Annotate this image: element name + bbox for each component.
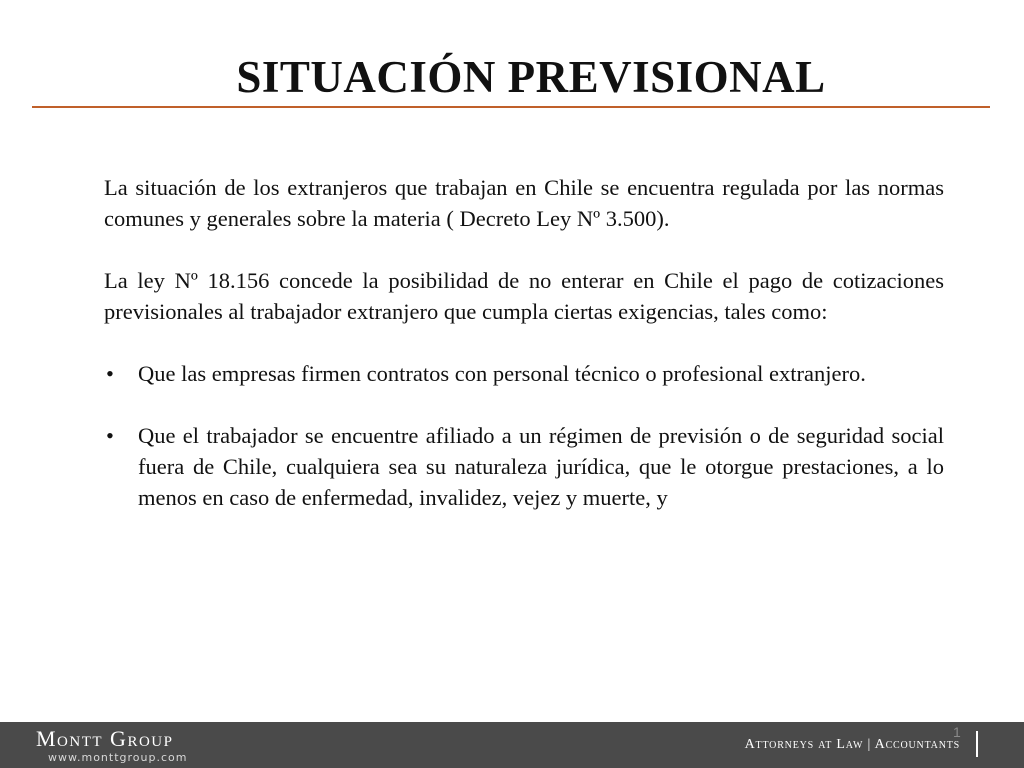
title-divider [32, 106, 990, 108]
paragraph-law: La ley Nº 18.156 concede la posibilidad de no enterar en Chile el pago de cotizaciones previsionales al trabajador extranjero que cumpla ciertas exigencias, tales como: [104, 268, 944, 324]
footer-bar [0, 722, 1024, 768]
paragraph-intro: La situación de los extranjeros que trabajan en Chile se encuentra regulada por las normas comunes y generales sobre la materia ( Decreto Ley Nº 3.500). [104, 175, 944, 231]
list-item [104, 420, 944, 513]
bullet-icon: • [106, 361, 114, 386]
brand-logo-text: Montt Group [36, 726, 174, 751]
slide-title: SITUACIÓN PREVISIONAL [236, 52, 826, 102]
brand-url: www.monttgroup.com [48, 751, 188, 764]
slide-body [104, 172, 944, 544]
footer-divider [976, 731, 978, 757]
firm-tagline: Attorneys at Law | Accountants [744, 737, 960, 752]
bullet-icon: • [106, 423, 114, 448]
requirements-list [104, 358, 944, 513]
list-item-text: Que el trabajador se encuentre afiliado a un régimen de previsión o de seguridad social fuera de Chile, cualquiera sea su naturaleza jurídica, que le otorgue prestaciones, a lo menos en caso de enfermedad, invalidez, vejez y muerte, y [138, 423, 944, 510]
list-item [104, 358, 944, 389]
list-item-text: Que las empresas firmen contratos con personal técnico o profesional extranjero. [138, 361, 866, 386]
page-number: 1 [953, 724, 961, 740]
